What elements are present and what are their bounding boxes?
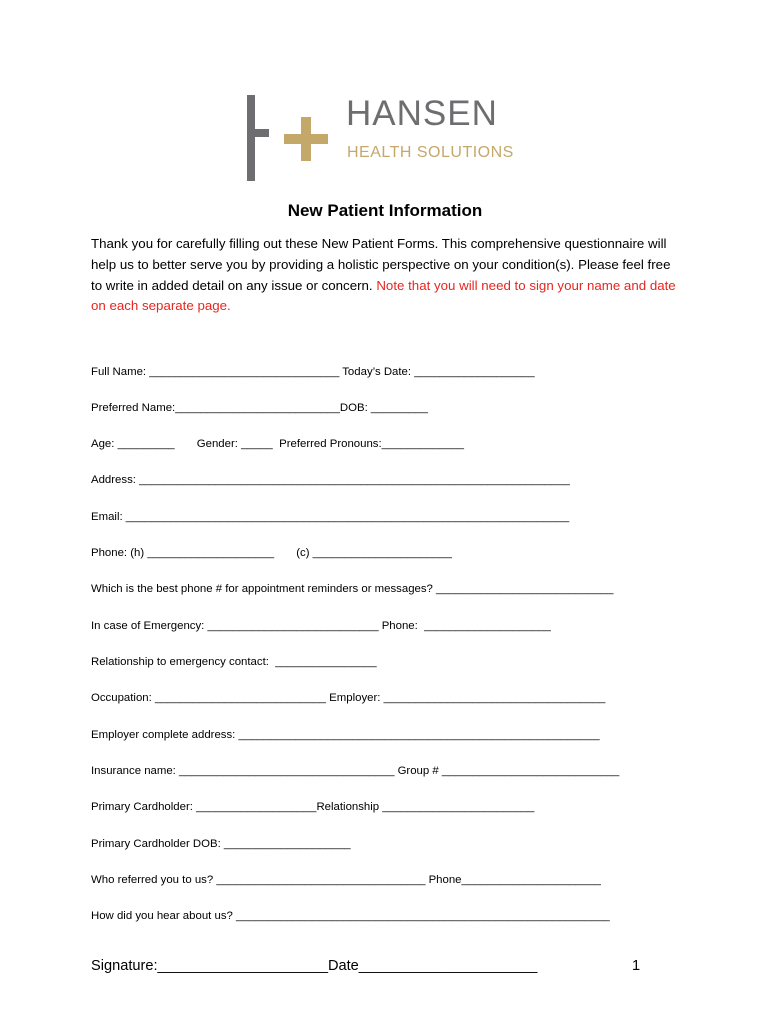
age-gender-field[interactable]: Age: _________ Gender: _____ Preferred Pronouns:_____________ [91,438,465,450]
cardholder-dob-field[interactable]: Primary Cardholder DOB: ____________________ [91,838,351,850]
referred-by-field[interactable]: Who referred you to us? _________________________________ Phone______________________ [91,874,601,886]
email-field[interactable]: Email: ______________________________________________________________________ [91,511,570,523]
signature-date-line[interactable]: Signature:_____________________Date______________________ [91,958,538,974]
page-title: New Patient Information [287,201,483,220]
emergency-relationship-field[interactable]: Relationship to emergency contact: ________________ [91,656,377,668]
logo-name: HANSEN [346,94,498,133]
emergency-contact-field[interactable]: In case of Emergency: ___________________________ Phone: ____________________ [91,620,551,632]
hansen-logo [246,95,536,185]
intro-note: Note that you will need to sign your name and date on each separate page. [91,277,676,314]
full-name-field[interactable]: Full Name: ______________________________ Today’s Date: ___________________ [91,366,535,378]
intro-text: Thank you for carefully filling out these New Patient Forms. This comprehensive questionnaire will help us to better serve you by providing a holistic perspective on your condition(s). Please feel free to write in added detail on any issue or concern. [91,236,671,293]
address-field[interactable]: Address: ____________________________________________________________________ [91,474,570,486]
hansen-logo-mark-icon [246,95,336,185]
primary-cardholder-field[interactable]: Primary Cardholder: ___________________Relationship ________________________ [91,801,535,813]
intro-paragraph [91,234,681,317]
page-number: 1 [632,958,641,974]
heard-about-field[interactable]: How did you hear about us? ___________________________________________________________ [91,910,610,922]
logo-subtitle: HEALTH SOLUTIONS [347,144,514,161]
preferred-name-field[interactable]: Preferred Name:__________________________DOB: _________ [91,402,428,414]
best-phone-field[interactable]: Which is the best phone # for appointment reminders or messages? ____________________________ [91,583,614,595]
phone-field[interactable]: Phone: (h) ____________________ (c) ______________________ [91,547,453,559]
insurance-field[interactable]: Insurance name: __________________________________ Group # ____________________________ [91,765,620,777]
employer-address-field[interactable]: Employer complete address: _________________________________________________________ [91,729,600,741]
occupation-field[interactable]: Occupation: ___________________________ Employer: ___________________________________ [91,692,606,704]
